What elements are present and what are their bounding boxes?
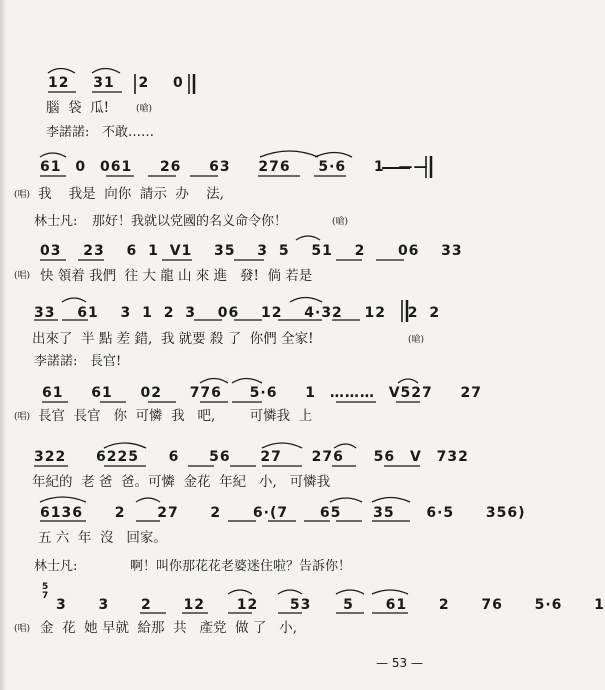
- spoken-line: 不敢……: [102, 125, 155, 140]
- lyrics-line-6: 年紀的 老 爸 爸。可憐 金花 年紀 小, 可憐我: [32, 474, 331, 490]
- speaker-name: 林士凡:: [34, 214, 78, 229]
- stage-direction: (嗆): [332, 217, 349, 227]
- stage-direction: (嗆): [408, 335, 425, 345]
- slur: [62, 298, 86, 302]
- slur: [92, 69, 120, 74]
- notation-line-5: 61 61 02 776 5·6 1 ……… V527 27: [42, 385, 482, 401]
- slur: [290, 298, 322, 303]
- slur: [296, 236, 320, 240]
- lyrics-line-8: 金 花 她 早就 給那 共 產党 做 了 小,: [40, 620, 298, 636]
- speaker-name: 林士凡:: [34, 559, 78, 574]
- slur: [200, 379, 228, 384]
- page-number: — 53 —: [376, 656, 423, 670]
- notation-line-2: 61 0 061 26 63 276 5·6 1 ——: [40, 159, 429, 175]
- slur: [372, 498, 410, 503]
- stage-direction: (嗆): [136, 104, 153, 114]
- lyrics-line-2: 我 我是 向你 請示 办 法,: [38, 186, 224, 202]
- slur: [40, 497, 86, 502]
- spoken-line: 長官!: [90, 354, 122, 369]
- notation-line-4: 33 61 3 1 2 3 06 12 4·32 12 2 2: [34, 305, 441, 321]
- grace-note: 5 7: [42, 582, 50, 601]
- slur: [336, 590, 364, 594]
- spoken-line: 那好！我就以党國的名义命令你！: [92, 214, 288, 229]
- speaker-name: 李諾諾:: [34, 354, 78, 369]
- notation-line-7: 6136 2 27 2 6·(7 65 35 6·5 356): [40, 505, 526, 521]
- lyrics-line-7: 五 六 年 沒 回家。: [38, 530, 167, 546]
- notation-line-3: 03 23 6 1 V1 35 3 5 51 2 06 33: [40, 243, 463, 259]
- slur: [334, 444, 356, 448]
- slur: [372, 590, 408, 594]
- sung-marker: (唱): [14, 624, 31, 634]
- slur: [228, 590, 252, 594]
- lyrics-line-4: 出來了 半 點 差 錯, 我 就要 殺 了 你們 全家!: [32, 331, 314, 347]
- lyrics-line-1: 腦 袋 瓜!: [46, 100, 110, 116]
- slur: [136, 498, 160, 502]
- slur: [315, 153, 352, 158]
- slur: [48, 69, 75, 74]
- sung-marker: (唱): [14, 271, 31, 281]
- sung-marker: (唱): [14, 412, 31, 422]
- spoken-line: 啊！叫你那花花老婆迷住啦？告訴你！: [130, 559, 352, 574]
- slur: [262, 443, 302, 448]
- notation-line-1: 12 31 2 0: [48, 75, 184, 91]
- notation-line-8: 3 3 2 12 12 53 5 61 2 76 5·6 1: [56, 597, 605, 613]
- notation-line-6: 322 6225 6 56 27 276 56 V 732: [34, 449, 469, 465]
- lyrics-line-5: 長官 長官 你 可憐 我 吧, 可憐我 上: [38, 408, 313, 424]
- speaker-name: 李諾諾:: [46, 125, 90, 140]
- slur: [260, 151, 318, 157]
- slur: [232, 379, 262, 384]
- lyrics-line-3: 快 領着 我們 往 大 龍 山 來 進 發! 倘 若是: [40, 268, 313, 284]
- slur: [330, 498, 362, 502]
- sung-marker: (唱): [14, 190, 31, 200]
- slur: [40, 153, 66, 157]
- slur: [398, 379, 418, 383]
- slur: [278, 590, 302, 594]
- page-binding-shadow: [0, 0, 6, 690]
- slur: [104, 443, 146, 448]
